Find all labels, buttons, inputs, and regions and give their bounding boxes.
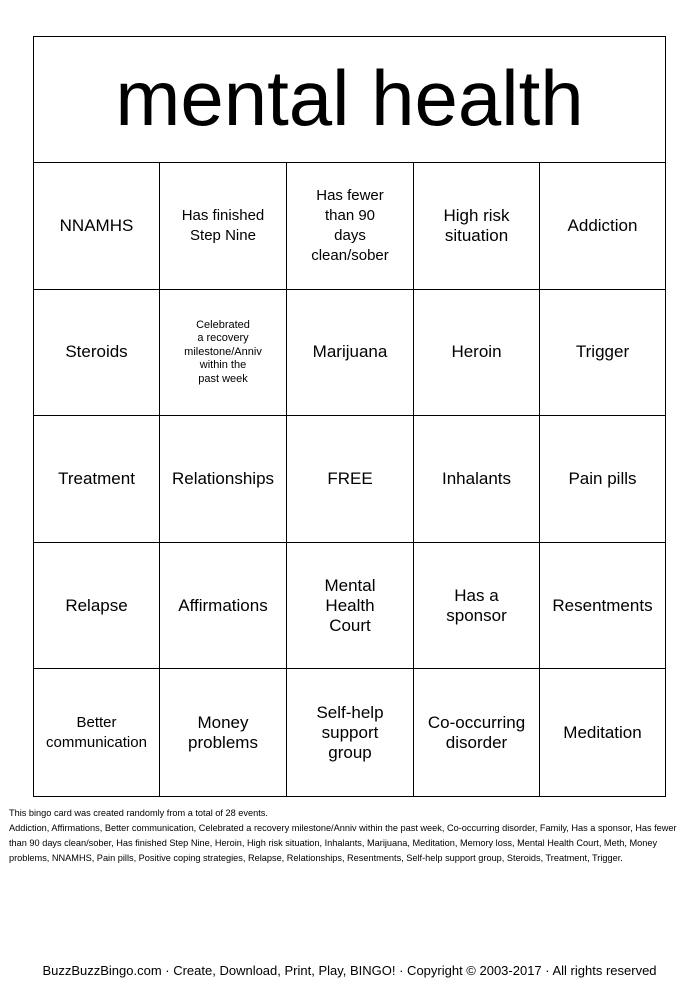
bingo-cell: Has finished Step Nine [160, 163, 287, 290]
bingo-cell: Treatment [34, 416, 160, 543]
bingo-cell: Addiction [540, 163, 665, 290]
bingo-cell: Celebrated a recovery milestone/Anniv within the past week [160, 290, 287, 417]
note-event-list: Addiction, Affirmations, Better communication, Celebrated a recovery milestone/Anniv within the past week, Co-occurring disorder, Family, Has a sponsor, Has fewer than 90 days clean/sober, Has finished Step Nine, Heroin, High risk situation, Inhalants, Marijuana, Meditation, Memory loss, Mental Health Court, Meth, Money problems, NNAMHS, Pain pills, Positive coping strategies, Relapse, Relationships, Resentments, Self-help support group, Steroids, Treatment, Trigger. [9, 823, 677, 863]
bingo-cell: Self-help support group [287, 669, 414, 796]
card-title: mental health [34, 37, 665, 163]
bingo-cell: Has a sponsor [414, 543, 540, 670]
bingo-cell: Has fewer than 90 days clean/sober [287, 163, 414, 290]
free-space-cell: FREE [287, 416, 414, 543]
bingo-cell: Relationships [160, 416, 287, 543]
bingo-cell: Relapse [34, 543, 160, 670]
bingo-cell: Inhalants [414, 416, 540, 543]
bingo-cell: Pain pills [540, 416, 665, 543]
bingo-cell: Trigger [540, 290, 665, 417]
bingo-cell: Meditation [563, 722, 642, 742]
bingo-grid [34, 163, 665, 796]
card-note [9, 806, 693, 866]
bingo-cell: Money problems [160, 669, 287, 796]
bingo-cell: Heroin [414, 290, 540, 417]
bingo-cell: NNAMHS [34, 163, 160, 290]
bingo-cell: Marijuana [287, 290, 414, 417]
bingo-cell: Steroids [34, 290, 160, 417]
footer: BuzzBuzzBingo.com · Create, Download, Print, Play, BINGO! · Copyright © 2003-2017 · All rights reserved [42, 963, 657, 978]
bingo-cell: Co-occurring disorder [414, 669, 540, 796]
bingo-cell: Affirmations [160, 543, 287, 670]
bingo-cell: Resentments [540, 543, 665, 670]
bingo-card [33, 36, 666, 797]
note-summary: This bingo card was created randomly from a total of 28 events. [9, 808, 268, 818]
bingo-cell: Mental Health Court [287, 543, 414, 670]
bingo-cell: Better communication [34, 669, 160, 796]
bingo-cell: High risk situation [414, 163, 540, 290]
